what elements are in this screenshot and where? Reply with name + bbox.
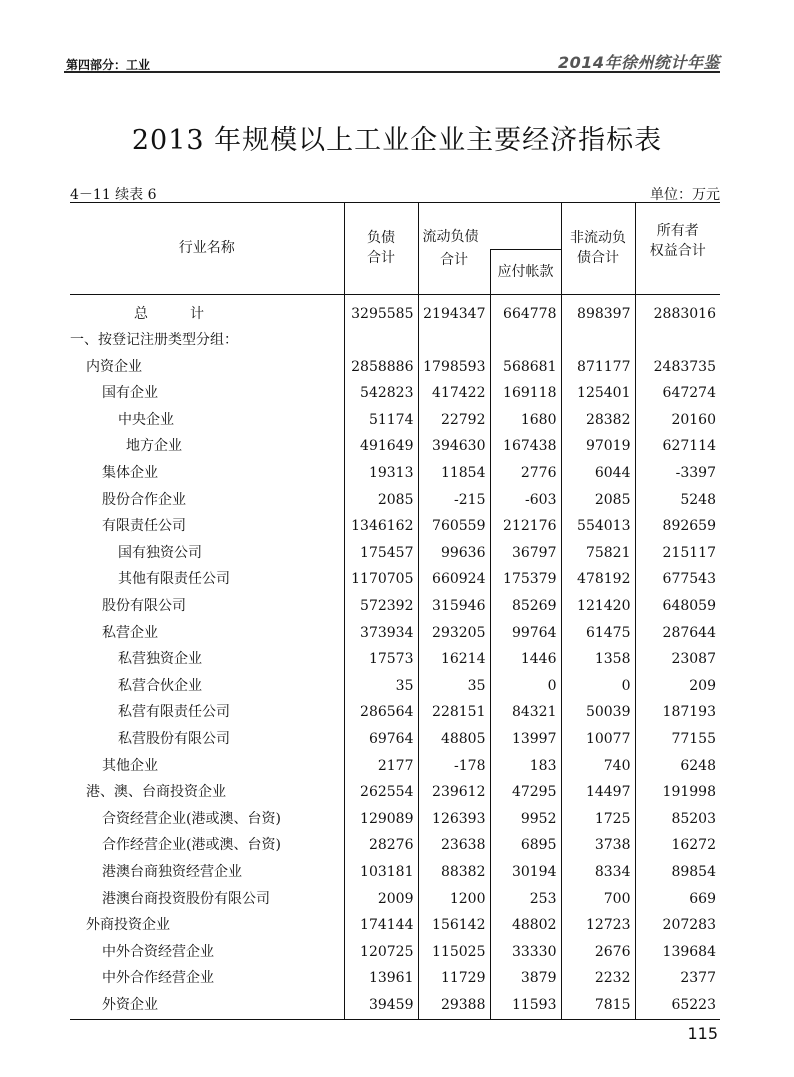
cell-value: 126393 [418, 806, 490, 833]
cell-value: 478192 [561, 566, 635, 593]
cell-value: 700 [561, 886, 635, 913]
cell-value: 2776 [490, 460, 561, 487]
row-label: 其他企业 [102, 757, 158, 774]
cell-value: 212176 [490, 513, 561, 540]
cell-value: 48805 [418, 726, 490, 753]
row-label: 其他有限责任公司 [118, 571, 230, 588]
cell-value: 1346162 [344, 513, 418, 540]
row-label: 港澳台商投资股份有限公司 [102, 890, 270, 907]
cell-value: 10077 [561, 726, 635, 753]
cell-value: 871177 [561, 354, 635, 381]
cell-value: 9952 [490, 806, 561, 833]
col-header-current-liab: 流动负债 [422, 229, 479, 245]
cell-value: 50039 [561, 699, 635, 726]
cell-value: 2232 [561, 965, 635, 992]
cell-value: 239612 [418, 779, 490, 806]
cell-value: 491649 [344, 433, 418, 460]
cell-value: 760559 [418, 513, 490, 540]
row-label: 港澳台商独资经营企业 [102, 863, 242, 880]
cell-value: 2858886 [344, 354, 418, 381]
table-row [70, 912, 720, 939]
cell-value: -603 [490, 487, 561, 514]
cell-value: 17573 [344, 646, 418, 673]
cell-value: 287644 [635, 620, 720, 647]
cell-value: 12723 [561, 912, 635, 939]
cell-value: 75821 [561, 540, 635, 567]
cell-value: 14497 [561, 779, 635, 806]
cell-value: 35 [418, 673, 490, 700]
cell-value: 84321 [490, 699, 561, 726]
cell-value: 660924 [418, 566, 490, 593]
cell-value: 47295 [490, 779, 561, 806]
col-header-liab-total [344, 203, 418, 295]
col-header-liab-total-line1: 负债 [367, 230, 395, 247]
cell-value: 417422 [418, 380, 490, 407]
cell-value: 2377 [635, 965, 720, 992]
table-row [70, 673, 720, 700]
cell-value: 125401 [561, 380, 635, 407]
cell-value: 13961 [344, 965, 418, 992]
cell-value: 89854 [635, 859, 720, 886]
cell-value: 175457 [344, 540, 418, 567]
cell-value: 542823 [344, 380, 418, 407]
table-row [70, 566, 720, 593]
row-label: 私营企业 [102, 624, 158, 641]
col-header-equity [635, 203, 720, 295]
cell-value: 2483735 [635, 354, 720, 381]
row-label: 内资企业 [86, 358, 142, 375]
cell-value: 1798593 [418, 354, 490, 381]
cell-value: 22792 [418, 407, 490, 434]
row-label: 中央企业 [118, 411, 174, 428]
cell-value: 48802 [490, 912, 561, 939]
table-row [70, 806, 720, 833]
row-label: 中外合资经营企业 [102, 943, 214, 960]
cell-value [344, 327, 418, 354]
cell-value: 1170705 [344, 566, 418, 593]
cell-value: 39459 [344, 992, 418, 1019]
cell-value: 215117 [635, 540, 720, 567]
cell-value: 572392 [344, 593, 418, 620]
row-label: 地方企业 [126, 438, 182, 455]
table-row [70, 380, 720, 407]
col-header-noncurrent-line2: 债合计 [577, 250, 619, 267]
cell-value: 97019 [561, 433, 635, 460]
cell-value: 191998 [635, 779, 720, 806]
cell-value: 167438 [490, 433, 561, 460]
table-row [70, 699, 720, 726]
cell-value: 554013 [561, 513, 635, 540]
table-row [70, 965, 720, 992]
cell-value: 36797 [490, 540, 561, 567]
cell-value: 11854 [418, 460, 490, 487]
cell-value: 207283 [635, 912, 720, 939]
cell-value: 3738 [561, 832, 635, 859]
cell-value: 156142 [418, 912, 490, 939]
cell-value: 209 [635, 673, 720, 700]
table-row [70, 354, 720, 381]
cell-value: 65223 [635, 992, 720, 1019]
row-label: 有限责任公司 [102, 518, 186, 535]
row-label: 私营股份有限公司 [118, 731, 230, 747]
cell-value: 8334 [561, 859, 635, 886]
cell-value: 0 [490, 673, 561, 700]
cell-value: 286564 [344, 699, 418, 726]
row-label: 一、按登记注册类型分组： [70, 332, 238, 349]
cell-value: 16272 [635, 832, 720, 859]
table-row [70, 407, 720, 434]
table-row [70, 832, 720, 859]
cell-value: 11729 [418, 965, 490, 992]
cell-value: 2009 [344, 886, 418, 913]
cell-value: -215 [418, 487, 490, 514]
cell-value: 35 [344, 673, 418, 700]
cell-value: 23638 [418, 832, 490, 859]
cell-value: 568681 [490, 354, 561, 381]
cell-value: 664778 [490, 294, 561, 327]
row-label: 外商投资企业 [86, 917, 170, 934]
cell-value: 740 [561, 753, 635, 780]
cell-value [561, 327, 635, 354]
cell-value: 1680 [490, 407, 561, 434]
table-row [70, 513, 720, 540]
cell-value: 677543 [635, 566, 720, 593]
cell-value: 139684 [635, 939, 720, 966]
row-label: 股份有限公司 [102, 598, 186, 615]
col-header-name: 行业名称 [70, 203, 344, 295]
table-row [70, 433, 720, 460]
table-row [70, 646, 720, 673]
cell-value: 120725 [344, 939, 418, 966]
cell-value: 169118 [490, 380, 561, 407]
cell-value: 7815 [561, 992, 635, 1019]
cell-value: 23087 [635, 646, 720, 673]
cell-value: 174144 [344, 912, 418, 939]
cell-value: 85203 [635, 806, 720, 833]
cell-value: 103181 [344, 859, 418, 886]
cell-value: 2883016 [635, 294, 720, 327]
table-row [70, 859, 720, 886]
indicator-table [70, 202, 720, 1020]
header-divider [64, 71, 720, 73]
row-label: 合作经营企业(港或澳、台资) [102, 837, 281, 854]
col-header-equity-line1: 所有者 [656, 223, 699, 239]
cell-value: 121420 [561, 593, 635, 620]
page-number: 115 [687, 1024, 718, 1043]
cell-value: 6895 [490, 832, 561, 859]
cell-value: -3397 [635, 460, 720, 487]
table-row [70, 620, 720, 647]
cell-value: 394630 [418, 433, 490, 460]
row-label: 总 计 [134, 305, 204, 322]
row-label: 国有企业 [102, 385, 158, 402]
col-header-current-total: 合计 [418, 250, 490, 295]
cell-value [490, 327, 561, 354]
table-row [70, 779, 720, 806]
cell-value: 647274 [635, 380, 720, 407]
cell-value: 2085 [344, 487, 418, 514]
table-row [70, 327, 720, 354]
table-row [70, 540, 720, 567]
row-label: 集体企业 [102, 465, 158, 482]
cell-value: 85269 [490, 593, 561, 620]
cell-value: 29388 [418, 992, 490, 1019]
cell-value: 253 [490, 886, 561, 913]
page-title: 2013 年规模以上工业企业主要经济指标表 [131, 125, 663, 156]
row-label: 国有独资公司 [118, 544, 202, 561]
table-row [70, 939, 720, 966]
cell-value [418, 327, 490, 354]
col-header-payable: 应付帐款 [490, 250, 561, 295]
cell-value: 892659 [635, 513, 720, 540]
cell-value: 6248 [635, 753, 720, 780]
cell-value: -178 [418, 753, 490, 780]
cell-value: 2085 [561, 487, 635, 514]
cell-value: 373934 [344, 620, 418, 647]
section-header: 第四部分：工业 [66, 58, 151, 72]
cell-value: 16214 [418, 646, 490, 673]
cell-value: 1200 [418, 886, 490, 913]
cell-value: 33330 [490, 939, 561, 966]
row-label: 港、澳、台商投资企业 [86, 784, 226, 801]
cell-value: 3879 [490, 965, 561, 992]
cell-value: 669 [635, 886, 720, 913]
cell-value: 2676 [561, 939, 635, 966]
cell-value: 627114 [635, 433, 720, 460]
table-body [70, 294, 720, 1019]
col-header-liab-total-line2: 合计 [367, 250, 395, 267]
cell-value: 99764 [490, 620, 561, 647]
table-row [70, 886, 720, 913]
table-row [70, 294, 720, 327]
cell-value: 228151 [418, 699, 490, 726]
row-label: 外资企业 [70, 992, 344, 1019]
cell-value: 69764 [344, 726, 418, 753]
row-label: 私营独资企业 [118, 651, 202, 668]
row-label: 股份合作企业 [102, 491, 186, 508]
row-label: 合资经营企业(港或澳、台资) [102, 810, 281, 827]
table-row [70, 753, 720, 780]
cell-value: 183 [490, 753, 561, 780]
cell-value: 1725 [561, 806, 635, 833]
col-header-noncurrent [561, 203, 635, 295]
cell-value: 51174 [344, 407, 418, 434]
unit-label: 单位：万元 [650, 187, 720, 203]
table-id: 4－11 续表 6 [70, 187, 157, 203]
cell-value: 20160 [635, 407, 720, 434]
cell-value: 293205 [418, 620, 490, 647]
cell-value: 1358 [561, 646, 635, 673]
cell-value: 262554 [344, 779, 418, 806]
cell-value: 3295585 [344, 294, 418, 327]
cell-value: 648059 [635, 593, 720, 620]
table-row [70, 726, 720, 753]
cell-value: 11593 [490, 992, 561, 1019]
table-row [70, 992, 720, 1019]
cell-value: 28276 [344, 832, 418, 859]
table-row [70, 487, 720, 514]
cell-value: 175379 [490, 566, 561, 593]
row-label: 中外合作经营企业 [102, 970, 214, 987]
col-header-equity-line2: 权益合计 [649, 243, 706, 259]
table-row [70, 593, 720, 620]
row-label: 私营有限责任公司 [118, 704, 230, 721]
table-subheader [70, 184, 720, 204]
cell-value: 129089 [344, 806, 418, 833]
cell-value: 898397 [561, 294, 635, 327]
cell-value: 88382 [418, 859, 490, 886]
cell-value: 99636 [418, 540, 490, 567]
cell-value: 77155 [635, 726, 720, 753]
table-row [70, 460, 720, 487]
cell-value: 2177 [344, 753, 418, 780]
cell-value: 19313 [344, 460, 418, 487]
cell-value: 6044 [561, 460, 635, 487]
cell-value: 13997 [490, 726, 561, 753]
cell-value: 0 [561, 673, 635, 700]
cell-value: 315946 [418, 593, 490, 620]
cell-value: 115025 [418, 939, 490, 966]
yearbook-header: 2014年徐州统计年鉴 [557, 53, 720, 72]
col-header-noncurrent-line1: 非流动负 [570, 230, 626, 247]
row-label: 私营合伙企业 [118, 677, 202, 694]
cell-value: 187193 [635, 699, 720, 726]
cell-value: 61475 [561, 620, 635, 647]
cell-value: 5248 [635, 487, 720, 514]
cell-value: 2194347 [418, 294, 490, 327]
cell-value [635, 327, 720, 354]
cell-value: 1446 [490, 646, 561, 673]
cell-value: 30194 [490, 859, 561, 886]
cell-value: 28382 [561, 407, 635, 434]
